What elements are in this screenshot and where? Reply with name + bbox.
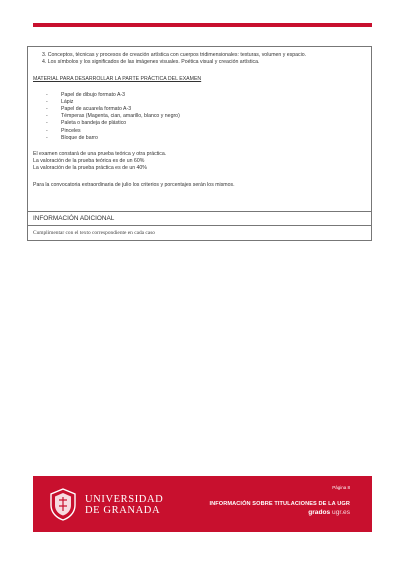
- objectives-list: [42, 52, 366, 66]
- extraordinary-note: Para la convocatoria extraordinaria de julio los criterios y porcentajes serán los mismos.: [33, 181, 235, 188]
- footer-info-title: INFORMACIÓN SOBRE TITULACIONES DE LA UGR: [209, 501, 350, 507]
- grados-link[interactable]: [308, 509, 350, 516]
- content-box: [27, 46, 372, 212]
- grados-label: grados: [308, 509, 331, 516]
- header-red-bar: [33, 23, 372, 27]
- material-label: Témperas (Magenta, cian, amarillo, blanco y negro): [61, 113, 180, 120]
- list-item: 3. Conceptos, técnicas y procesos de creación artística con cuerpos tridimensionales: texturas, volumen y espacio.: [42, 52, 307, 58]
- exam-notes: [33, 151, 366, 173]
- list-item: - Papel de acuarela formato A-3: [46, 106, 132, 113]
- exam-note: La valoración de la prueba práctica es de un 40%: [33, 165, 147, 172]
- material-label: Paleta o bandeja de plástico: [61, 120, 127, 127]
- materials-heading: MATERIAL PARA DESARROLLAR LA PARTE PRÁCTICA DEL EXAMEN: [33, 76, 202, 83]
- list-item: - Papel de dibujo formato A-3: [46, 91, 126, 98]
- list-item: - Pinceles: [46, 127, 81, 134]
- exam-note: La valoración de la prueba teórica es de un 60%: [33, 158, 145, 165]
- page-number: Página 8: [332, 485, 350, 490]
- university-name: [85, 494, 163, 516]
- list-item: - Paleta o bandeja de plástico: [46, 120, 127, 127]
- material-label: Papel de dibujo formato A-3: [61, 91, 126, 98]
- material-label: Lápiz: [61, 98, 74, 105]
- material-label: Pinceles: [61, 127, 81, 134]
- additional-info-title: INFORMACIÓN ADICIONAL: [27, 212, 372, 226]
- list-item: - Témperas (Magenta, cian, amarillo, blanco y negro): [46, 113, 180, 120]
- footer-banner: [33, 476, 372, 532]
- list-item: 4. Los símbolos y los significados de las imágenes visuales. Poética visual y creación artística.: [42, 59, 260, 66]
- exam-note: El examen constará de una prueba teórica y otra práctica.: [33, 151, 167, 158]
- material-label: Bloque de barro: [61, 134, 98, 141]
- additional-info-body: Cumplimentar con el texto correspondiente en cada caso: [27, 226, 372, 241]
- materials-list: [33, 92, 366, 142]
- material-label: Papel de acuarela formato A-3: [61, 106, 132, 113]
- university-name-line: DE GRANADA: [85, 505, 161, 516]
- list-item: - Bloque de barro: [46, 134, 98, 141]
- university-seal-icon: [48, 487, 78, 521]
- university-name-line: UNIVERSIDAD: [85, 494, 164, 505]
- ugr-domain: ugr.es: [332, 509, 350, 516]
- list-item: - Lápiz: [46, 98, 74, 105]
